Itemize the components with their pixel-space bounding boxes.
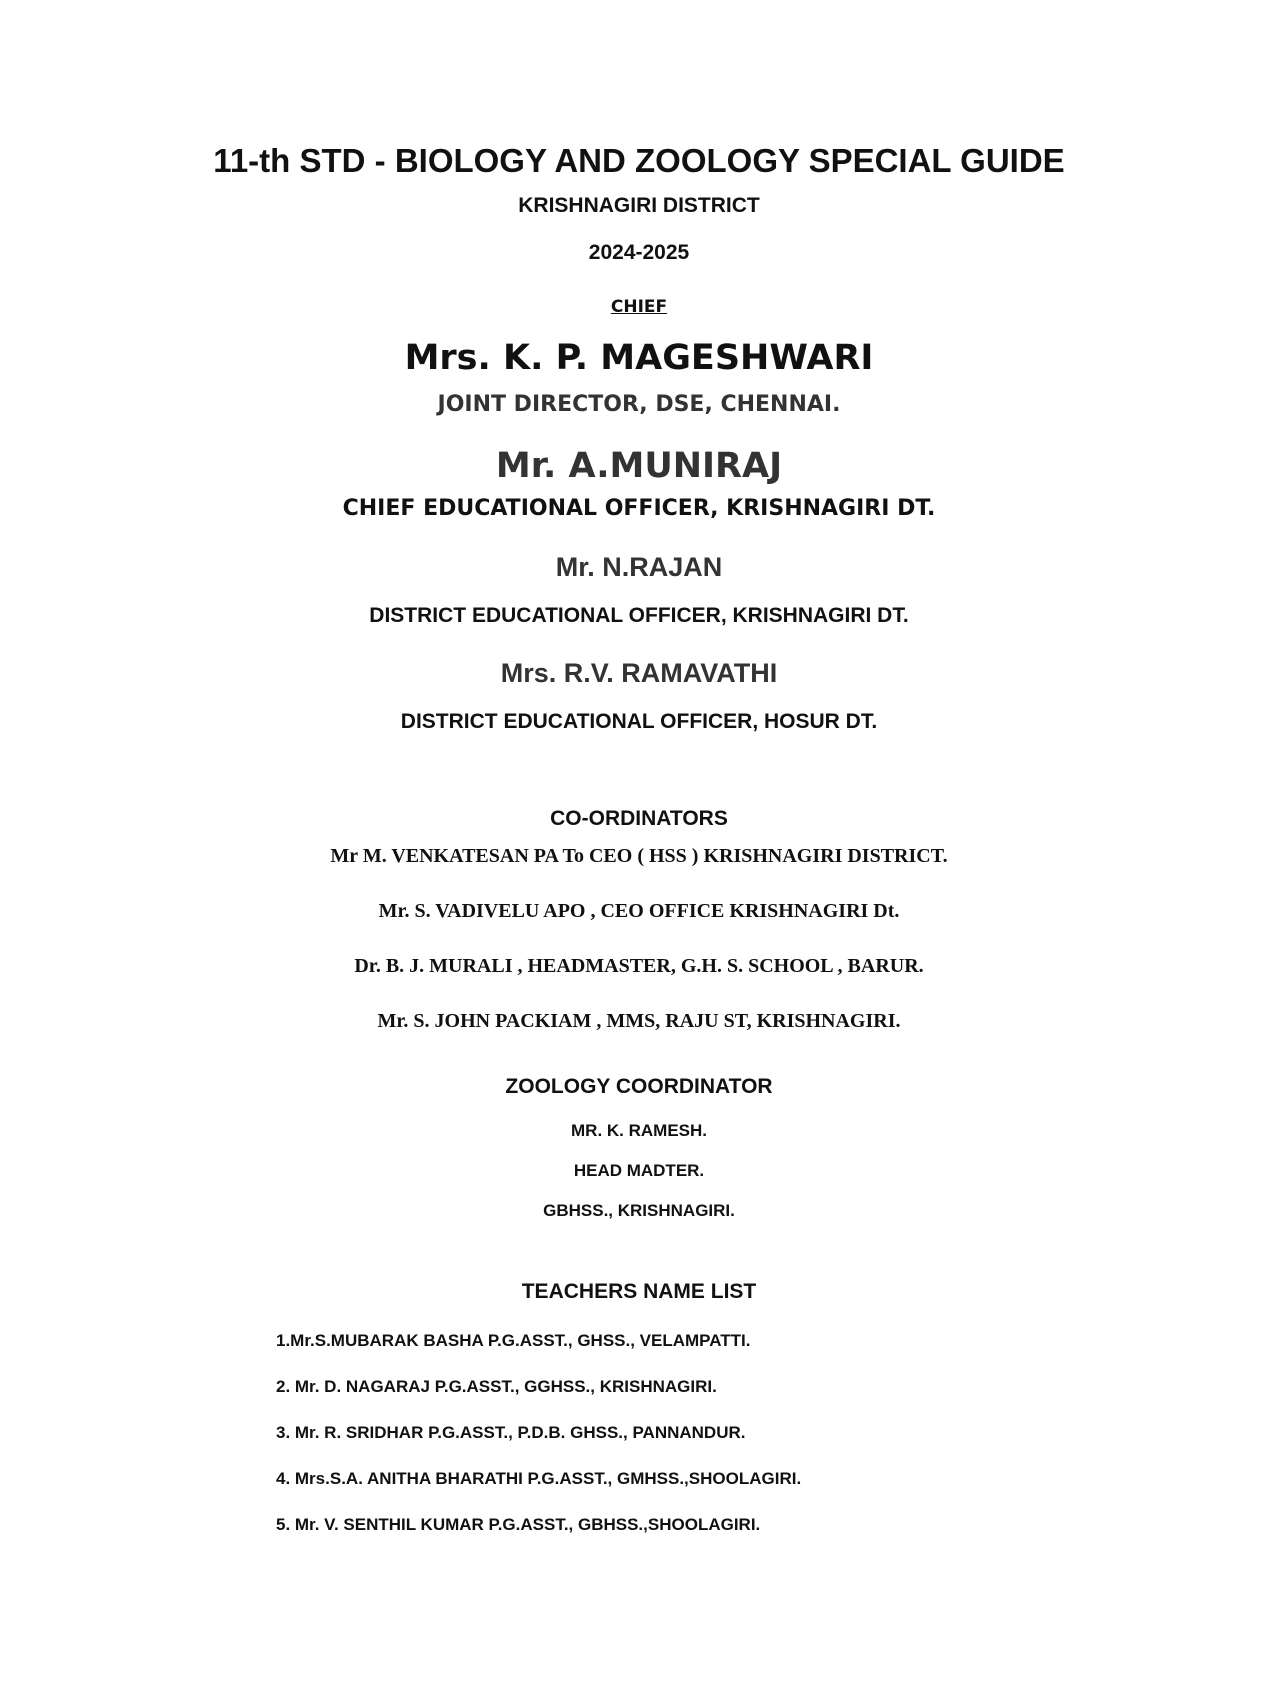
teacher-item: 3. Mr. R. SRIDHAR P.G.ASST., P.D.B. GHSS., PANNANDUR. [276, 1423, 746, 1442]
coordinator-item: Mr. S. VADIVELU APO , CEO OFFICE KRISHNAGIRI Dt. [378, 900, 900, 922]
teacher-item: 2. Mr. D. NAGARAJ P.G.ASST., GGHSS., KRISHNAGIRI. [276, 1377, 717, 1396]
official-name: Mr. N.RAJAN [555, 552, 723, 582]
zoology-coordinator-line: HEAD MADTER. [573, 1161, 705, 1180]
official-designation: DISTRICT EDUCATIONAL OFFICER, KRISHNAGIRI DT. [369, 604, 909, 627]
chief-label: CHIEF [610, 297, 668, 317]
district-name: KRISHNAGIRI DISTRICT [518, 194, 760, 217]
official-name: Mrs. R.V. RAMAVATHI [500, 658, 778, 688]
academic-year: 2024-2025 [588, 241, 690, 264]
chief-designation: JOINT DIRECTOR, DSE, CHENNAI. [437, 392, 841, 417]
coordinator-item: Dr. B. J. MURALI , HEADMASTER, G.H. S. SCHOOL , BARUR. [354, 955, 924, 977]
official-name: Mr. A.MUNIRAJ [495, 446, 783, 486]
zoology-coordinator-line: GBHSS., KRISHNAGIRI. [543, 1201, 735, 1220]
coordinator-item: Mr. S. JOHN PACKIAM , MMS, RAJU ST, KRISHNAGIRI. [377, 1010, 901, 1032]
teachers-heading: TEACHERS NAME LIST [521, 1280, 757, 1303]
zoology-coordinator-line: MR. K. RAMESH. [571, 1121, 707, 1140]
official-designation: DISTRICT EDUCATIONAL OFFICER, HOSUR DT. [400, 710, 878, 733]
teacher-item: 5. Mr. V. SENTHIL KUMAR P.G.ASST., GBHSS.,SHOOLAGIRI. [276, 1515, 761, 1534]
coordinator-item: Mr M. VENKATESAN PA To CEO ( HSS ) KRISHNAGIRI DISTRICT. [330, 845, 948, 867]
teacher-item: 4. Mrs.S.A. ANITHA BHARATHI P.G.ASST., GMHSS.,SHOOLAGIRI. [276, 1469, 802, 1488]
official-designation: CHIEF EDUCATIONAL OFFICER, KRISHNAGIRI DT. [342, 496, 936, 521]
zoology-coordinator-heading: ZOOLOGY COORDINATOR [505, 1075, 773, 1098]
coordinators-heading: CO-ORDINATORS [550, 807, 728, 830]
teacher-item: 1.Mr.S.MUBARAK BASHA P.G.ASST., GHSS., VELAMPATTI. [276, 1331, 751, 1350]
chief-name: Mrs. K. P. MAGESHWARI [404, 338, 874, 378]
guide-title: 11-th STD - BIOLOGY AND ZOOLOGY SPECIAL GUIDE [213, 142, 1065, 179]
